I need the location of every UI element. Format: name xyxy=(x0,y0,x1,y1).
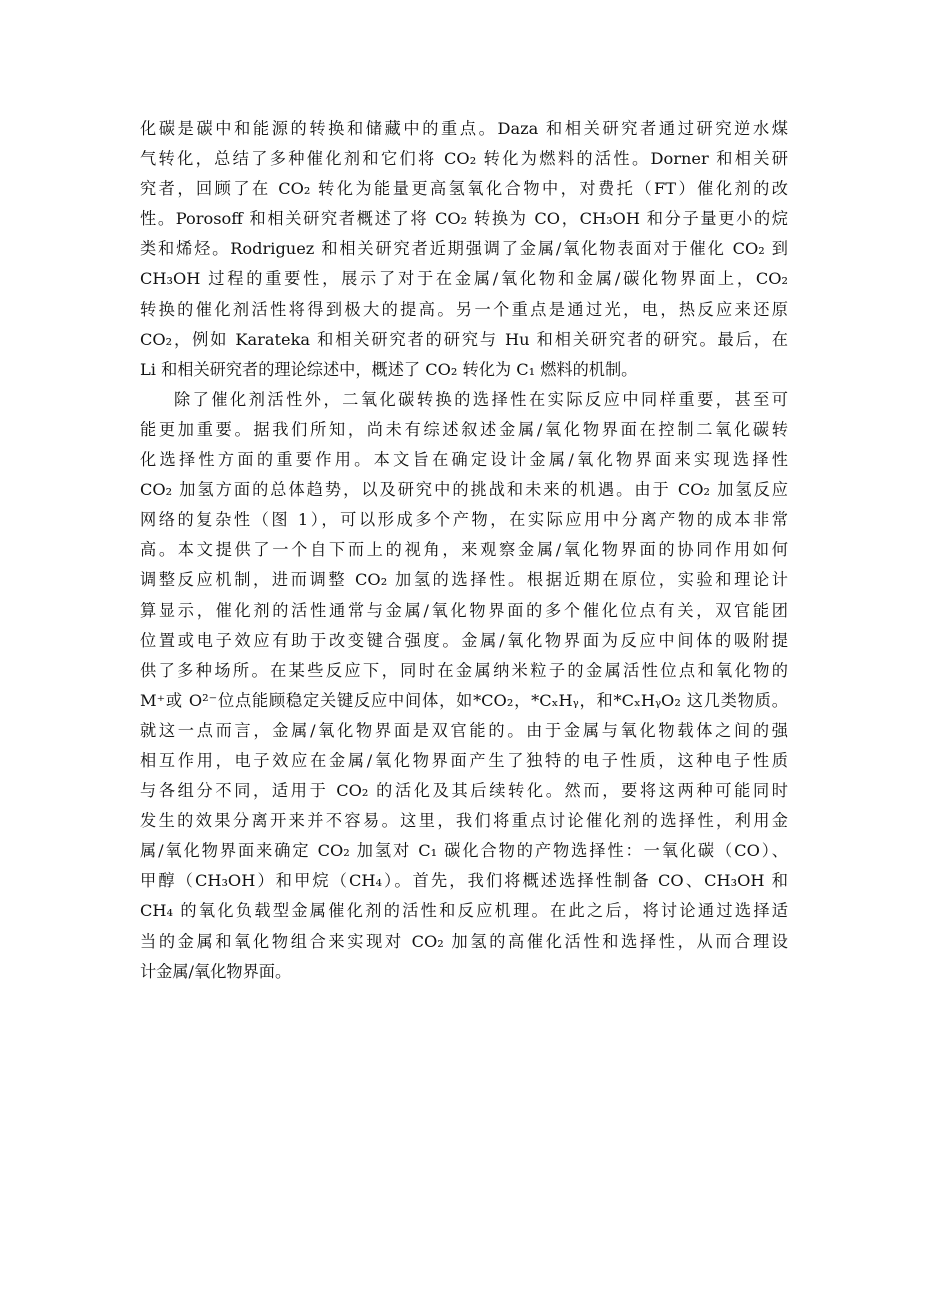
paragraph-2-first-line: 除了催化剂活性外，二氧化碳转换的选择性在实际反应中同样重要，甚至可 xyxy=(174,389,788,409)
text-line: 调整反应机制，进而调整 CO₂ 加氢的选择性。根据近期在原位，实验和理论计 xyxy=(140,570,788,590)
body-text xyxy=(140,114,788,987)
text-line: 化碳是碳中和能源的转换和储藏中的重点。Daza 和相关研究者通过研究逆水煤 xyxy=(140,119,788,138)
text-line: 当的金属和氧化物组合来实现对 CO₂ 加氢的高催化活性和选择性，从而合理设 xyxy=(140,931,788,951)
text-line: 气转化，总结了多种催化剂和它们将 CO₂ 转化为燃料的活性。Dorner 和相关研 xyxy=(140,149,788,169)
text-line: CH₄ 的氧化负载型金属催化剂的活性和反应机理。在此之后，将讨论通过选择适 xyxy=(140,901,788,921)
text-line: 能更加重要。据我们所知，尚未有综述叙述金属/氧化物界面在控制二氧化碳转 xyxy=(140,419,788,439)
text-line: 位置或电子效应有助于改变键合强度。金属/氧化物界面为反应中间体的吸附提 xyxy=(140,630,788,650)
text-line: 发生的效果分离开来并不容易。这里，我们将重点讨论催化剂的选择性，利用金 xyxy=(140,811,788,831)
text-line: 就这一点而言，金属/氧化物界面是双官能的。由于金属与氧化物载体之间的强 xyxy=(140,720,788,740)
text-line: M⁺或 O²⁻位点能顾稳定关键反应中间体，如*CO₂，*CₓHᵧ，和*CₓHᵧO₂ 这几类物质。 xyxy=(140,690,788,710)
text-line: 相互作用，电子效应在金属/氧化物界面产生了独特的电子性质，这种电子性质 xyxy=(140,750,788,770)
text-line: 网络的复杂性（图 1），可以形成多个产物，在实际应用中分离产物的成本非常 xyxy=(140,510,788,530)
text-line: 究者，回顾了在 CO₂ 转化为能量更高氢氧化合物中，对费托（FT）催化剂的改 xyxy=(140,179,788,199)
text-line: 属/氧化物界面来确定 CO₂ 加氢对 C₁ 碳化合物的产物选择性：一氧化碳（CO）、 xyxy=(140,841,788,861)
text-line: CO₂，例如 Karateka 和相关研究者的研究与 Hu 和相关研究者的研究。最后，在 xyxy=(140,329,788,349)
text-line: 算显示，催化剂的活性通常与金属/氧化物界面的多个催化位点有关，双官能团 xyxy=(140,600,788,620)
text-line: 转换的催化剂活性将得到极大的提高。另一个重点是通过光，电，热反应来还原 xyxy=(140,299,788,319)
text-line: 类和烯烃。Rodriguez 和相关研究者近期强调了金属/氧化物表面对于催化 CO₂ 到 xyxy=(140,239,788,259)
text-line: CH₃OH 过程的重要性，展示了对于在金属/氧化物和金属/碳化物界面上，CO₂ xyxy=(140,269,788,289)
text-line: 化选择性方面的重要作用。本文旨在确定设计金属/氧化物界面来实现选择性 xyxy=(140,450,788,470)
text-line: 高。本文提供了一个自下而上的视角，来观察金属/氧化物界面的协同作用如何 xyxy=(140,540,788,560)
paragraph-1-last-line: Li 和相关研究者的理论综述中，概述了 CO₂ 转化为 C₁ 燃料的机制。 xyxy=(140,359,638,379)
text-line: 供了多种场所。在某些反应下，同时在金属纳米粒子的金属活性位点和氧化物的 xyxy=(140,660,788,680)
text-line: 甲醇（CH₃OH）和甲烷（CH₄）。首先，我们将概述选择性制备 CO、CH₃OH 和 xyxy=(140,871,788,891)
text-line: 性。Porosoff 和相关研究者概述了将 CO₂ 转换为 CO，CH₃OH 和分子量更小的烷 xyxy=(140,209,788,229)
text-line: 与各组分不同，适用于 CO₂ 的活化及其后续转化。然而，要将这两种可能同时 xyxy=(140,781,788,801)
paragraph-2-last-line: 计金属/氧化物界面。 xyxy=(140,961,292,981)
text-line: CO₂ 加氢方面的总体趋势，以及研究中的挑战和未来的机遇。由于 CO₂ 加氢反应 xyxy=(140,480,788,500)
